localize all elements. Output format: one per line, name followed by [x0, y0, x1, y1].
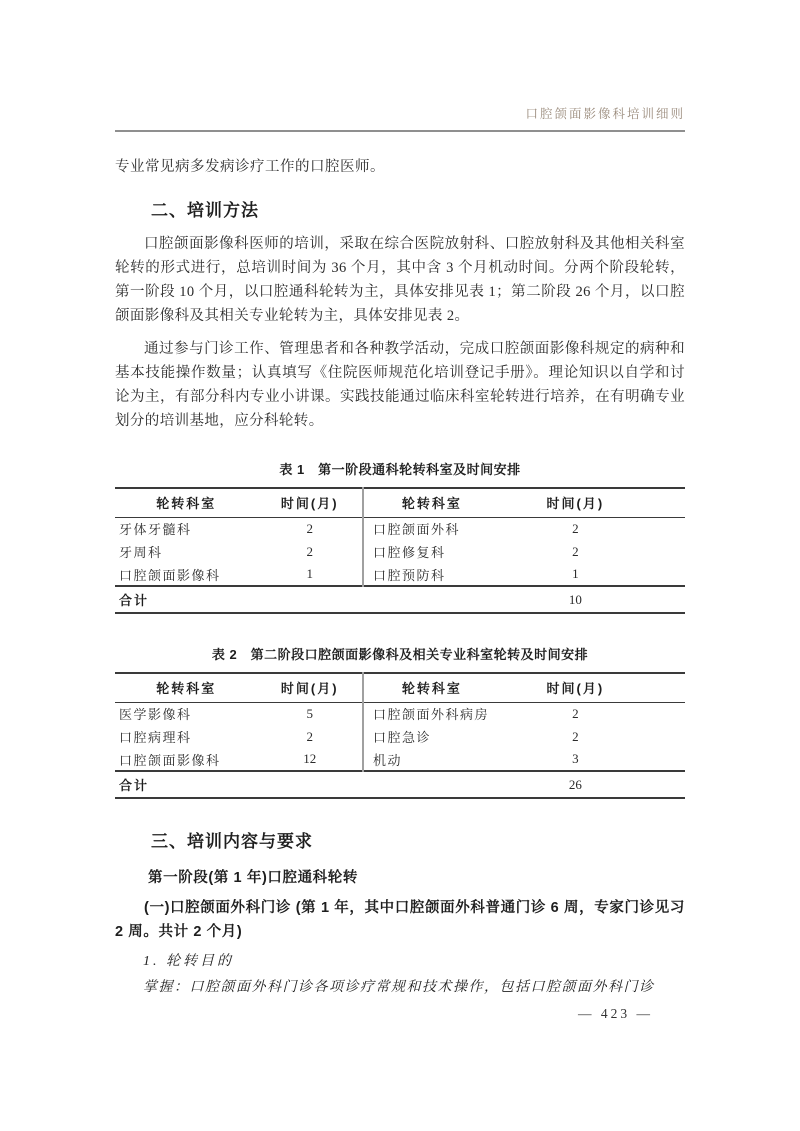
table-cell: 2: [258, 725, 363, 748]
table-cell: 口腔颌面影像科: [119, 752, 221, 768]
table-cell: 机动: [372, 752, 402, 768]
rotation-purpose-label: 1. 轮转目的: [143, 954, 234, 969]
table-1-total-value: 10: [500, 586, 685, 613]
table-row: [115, 725, 685, 748]
table-2-header-dept-right: 轮转科室: [363, 673, 500, 702]
table-row: [115, 540, 685, 563]
section-2-paragraph-1: 口腔颌面影像科医师的培训，采取在综合医院放射科、口腔放射科及其他相关科室轮转的形式进行，总培训时间为 36 个月，其中含 3 个月机动时间。分两个阶段轮转，第一阶段 10 个月，以口腔通科轮转为主，具体安排见表 1；第二阶段 26 个月，以口腔颌面影像科及其相关专业轮转为主，具体安排见表 2。: [115, 236, 685, 324]
table-cell: 口腔颌面外科病房: [372, 707, 489, 723]
table-cell: 口腔颌面外科: [372, 522, 460, 538]
stage-1-heading: 第一阶段(第 1 年)口腔通科轮转: [148, 870, 358, 886]
table-cell: 5: [258, 702, 363, 725]
table-cell: 2: [572, 728, 579, 744]
page-body: [115, 156, 685, 1022]
section-2-heading: 二、培训方法: [151, 201, 259, 220]
table-1-total-row: [115, 586, 685, 613]
section-3-heading: 三、培训内容与要求: [151, 832, 313, 851]
running-header: 口腔颌面影像科培训细则: [525, 107, 685, 121]
table-cell: 3: [572, 751, 579, 766]
table-cell: 口腔修复科: [372, 545, 446, 560]
table-cell: 1: [258, 563, 363, 586]
table-row: [115, 748, 685, 771]
table-1-header-time-right: 时间(月): [500, 488, 685, 517]
stage-1-subheading: (一)口腔颌面外科门诊 (第 1 年，其中口腔颌面外科普通门诊 6 周，专家门诊见习 2 周。共计 2 个月): [115, 900, 685, 940]
table-cell: 口腔急诊: [372, 730, 431, 745]
table-cell: 口腔颌面影像科: [119, 567, 221, 583]
table-1-header-row: [115, 488, 685, 517]
table-1-header-time-left: 时间(月): [258, 488, 363, 517]
header-rule: [115, 130, 685, 132]
table-1: [115, 487, 685, 614]
table-cell: 2: [572, 705, 579, 721]
carryover-text: 专业常见病多发病诊疗工作的口腔医师。: [115, 159, 385, 175]
table-2-header-row: [115, 673, 685, 702]
table-cell: 2: [258, 540, 363, 563]
table-1-header-dept-left: 轮转科室: [115, 488, 258, 517]
table-row: [115, 563, 685, 586]
table-2-header-time-right: 时间(月): [500, 673, 685, 702]
table-2-total-label: 合计: [115, 771, 500, 798]
table-cell: 2: [572, 543, 579, 559]
rotation-purpose-text: 掌握：口腔颌面外科门诊各项诊疗常规和技术操作，包括口腔颌面外科门诊: [143, 980, 655, 995]
table-2: [115, 672, 685, 799]
table-2-total-row: [115, 771, 685, 798]
page-number: — 423 —: [578, 1006, 653, 1021]
table-row: [115, 517, 685, 540]
section-2-paragraph-2: 通过参与门诊工作、管理患者和各种教学活动，完成口腔颌面影像科规定的病种和基本技能操作数量；认真填写《住院医师规范化培训登记手册》。理论知识以自学和讨论为主，有部分科内专业小讲课。实践技能通过临床科室轮转进行培养，在有明确专业划分的培训基地，应分科轮转。: [115, 341, 685, 429]
table-2-header-dept-left: 轮转科室: [115, 673, 258, 702]
table-cell: 12: [258, 748, 363, 771]
table-cell: 口腔病理科: [119, 730, 192, 745]
table-1-total-label: 合计: [115, 586, 500, 613]
page-header: [115, 106, 685, 132]
table-cell: 1: [572, 566, 579, 581]
table-cell: 2: [572, 520, 579, 536]
table-1-header-dept-right: 轮转科室: [363, 488, 500, 517]
table-2-caption: 表 2 第二阶段口腔颌面影像科及相关专业科室轮转及时间安排: [211, 647, 589, 662]
table-2-total-value: 26: [500, 771, 685, 798]
table-cell: 牙周科: [119, 545, 163, 560]
table-cell: 2: [258, 517, 363, 540]
table-2-header-time-left: 时间(月): [258, 673, 363, 702]
table-cell: 口腔预防科: [372, 567, 446, 583]
table-cell: 医学影像科: [119, 707, 192, 723]
table-row: [115, 702, 685, 725]
table-1-caption: 表 1 第一阶段通科轮转科室及时间安排: [279, 462, 521, 477]
table-cell: 牙体牙髓科: [119, 522, 192, 538]
